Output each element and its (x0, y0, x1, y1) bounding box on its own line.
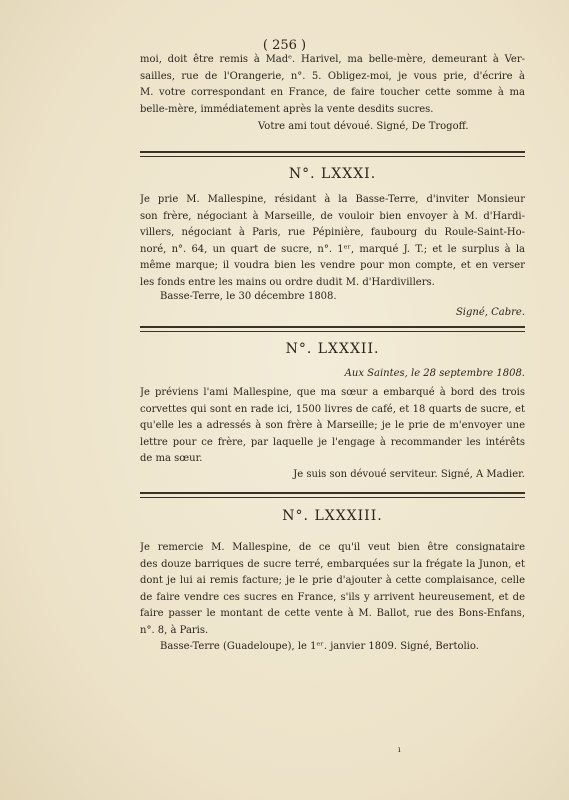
section-divider (140, 151, 525, 157)
text-line: son frère, négociant à Marseille, de vouloir bien envoyer à M. d'Hardi- (140, 210, 525, 222)
letter-82-signature: Je suis son dévoué serviteur. Signé, A Madier. (293, 469, 525, 480)
text-line: belle-mère, immédiatement après la vente desdits sucres. (140, 103, 434, 115)
letter-81-body (140, 192, 525, 291)
text-line: dont je lui ai remis facture; je le prie d'ajouter à cette complaisance, celle (140, 575, 525, 586)
letter-81-signature: Signé, Cabre. (455, 307, 525, 318)
letter-82-place-date: Aux Saintes, le 28 septembre 1808. (344, 368, 525, 379)
letter-82-body (140, 385, 525, 468)
text-line: Je remercie M. Mallespine, de ce qu'il veut bien être consignataire (140, 542, 525, 553)
section-divider (140, 326, 525, 332)
text-line: M. votre correspondant en France, de faire toucher cette somme à ma (140, 87, 525, 98)
letter-82-heading: N°. LXXXII. (285, 341, 380, 357)
letter-81-date: Basse-Terre, le 30 décembre 1808. (160, 291, 337, 302)
text-line: Je prie M. Mallespine, résidant à la Basse-Terre, d'inviter Monsieur (140, 194, 525, 205)
text-line: Je préviens l'ami Mallespine, que ma sœur a embarqué à bord des trois (140, 387, 525, 398)
text-line: n°. 8, à Paris. (140, 624, 209, 636)
letter-81-heading: N°. LXXXI. (288, 166, 377, 182)
text-line: noré, n°. 64, un quart de sucre, n°. 1ᵉʳ, marqué J. T.; et le surplus à la (140, 243, 525, 255)
letter-83-body (140, 540, 525, 639)
text-line: sailles, rue de l'Orangerie, n°. 5. Obligez-moi, je vous prie, d'écrire à (140, 70, 525, 82)
continuation-paragraph (140, 52, 525, 118)
letter-83-heading: N°. LXXXIII. (282, 508, 383, 524)
printer-mark: ı (398, 745, 401, 754)
text-line: corvettes qui sont en rade ici, 1500 livres de café, et 18 quarts de sucre, et (140, 403, 525, 415)
text-line: de ma sœur. (140, 453, 203, 464)
text-line: qu'elle les a adressés à son frère à Marseille; je le prie de m'envoyer une (140, 420, 525, 431)
text-line: faire passer le montant de cette vente à M. Ballot, rue des Bons-Enfans, (140, 608, 525, 619)
text-line: même marque; il voudra bien les vendre pour mon compte, et en verser (140, 260, 525, 271)
section-divider (140, 492, 525, 498)
letter-83-date-signature: Basse-Terre (Guadeloupe), le 1ᵉʳ. janvier 1809. Signé, Bertolio. (160, 641, 479, 652)
text-line: des douze barriques de sucre terré, embarquées sur la frégate la Junon, et (140, 558, 525, 570)
text-line: moi, doit être remis à Madᵉ. Harivel, ma belle-mère, demeurant à Ver- (140, 54, 525, 65)
signature-de-trogoff: Votre ami tout dévoué. Signé, De Trogoff. (258, 121, 469, 132)
text-line: de faire vendre ces sucres en France, s'ils y arrivent heureusement, et de (140, 591, 525, 603)
text-line: villers, négociant à Paris, rue Pépinière, faubourg du Roule-Saint-Ho- (140, 227, 525, 238)
page-number: ( 256 ) (262, 38, 307, 53)
text-line: lettre pour ce frère, par laquelle je l'engage à recommander les intérêts (140, 436, 525, 448)
text-line: les fonds entre les mains ou ordre dudit M. d'Hardivillers. (140, 276, 435, 288)
